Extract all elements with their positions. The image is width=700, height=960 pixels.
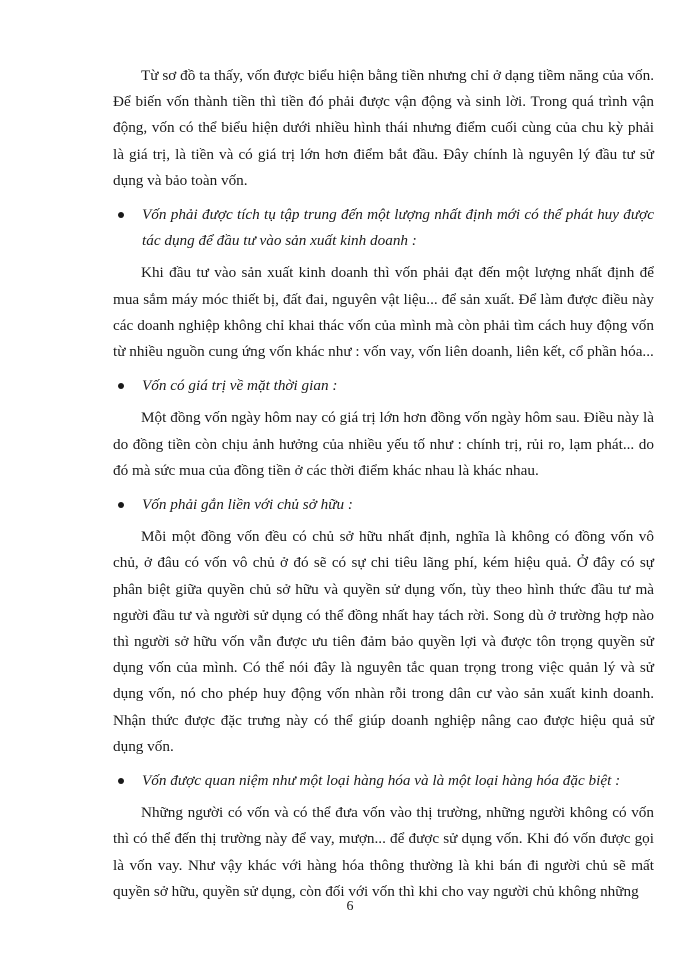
paragraph-3: Một đồng vốn ngày hôm nay có giá trị lớn hơn đồng vốn ngày hôm sau. Điều này là do đồng tiền còn chịu ảnh hưởng của nhiều yếu tố như : chính trị, rủi ro, lạm phát... do đó mà sức mua của đồng tiền ở các thời điểm khác nhau là khác nhau. <box>113 409 654 479</box>
bullet-item-3 <box>113 492 654 518</box>
bullet-dot-icon <box>118 502 124 508</box>
bullet-dot-icon <box>118 778 124 784</box>
paragraph-5: Những người có vốn và có thể đưa vốn vào thị trường, những người không có vốn thì có thể đến thị trường này để vay, mượn... để được sử dụng vốn. Khi đó vốn được gọi là vốn vay. Như vậy khác với hàng hóa thông thường là khi bán đi người chủ sẽ mất quyền sở hữu, quyền sử dụng, còn đối với vốn thì khi cho vay người chủ không những <box>113 804 654 900</box>
bullet-item-2 <box>113 373 654 399</box>
bullet-dot-icon <box>118 383 124 389</box>
bullet-item-1 <box>113 202 654 254</box>
page-number: 6 <box>346 899 354 914</box>
paragraph-4: Mỗi một đồng vốn đều có chủ sở hữu nhất định, nghĩa là không có đồng vốn vô chủ, ở đâu có vốn vô chủ ở đó sẽ có sự chi tiêu lãng phí, kém hiệu quả. Ở đây có sự phân biệt giữa quyền chủ sở hữu và quyền sử dụng vốn, tùy theo hình thức đầu tư mà người đầu tư và người sử dụng có thể đồng nhất hay tách rời. Song dù ở trường hợp nào thì người sở hữu vốn vẫn được ưu tiên đảm bảo quyền lợi và được tôn trọng quyền sử dụng vốn của mình. Có thể nói đây là nguyên tắc quan trọng trong việc quản lý và sử dụng vốn, nó cho phép huy động vốn nhàn rỗi trong dân cư vào sản xuất kinh doanh. Nhận thức được đặc trưng này có thể giúp doanh nghiệp nâng cao được hiệu quả sử dụng vốn. <box>113 528 654 755</box>
bullet-text-1: Vốn phải được tích tụ tập trung đến một lượng nhất định mới có thể phát huy được tác dụng để đầu tư vào sản xuất kinh doanh : <box>142 206 654 250</box>
bullet-text-2: Vốn có giá trị về mặt thời gian : <box>142 377 338 395</box>
bullet-item-4 <box>113 768 654 794</box>
paragraph-2: Khi đầu tư vào sản xuất kinh doanh thì vốn phải đạt đến một lượng nhất định để mua sắm máy móc thiết bị, đất đai, nguyên vật liệu... để sản xuất. Để làm được điều này các doanh nghiệp không chỉ khai thác vốn của mình mà còn phải tìm cách huy động vốn từ nhiều nguồn cung ứng vốn khác như : vốn vay, vốn liên doanh, liên kết, cổ phần hóa... <box>113 264 654 361</box>
bullet-text-3: Vốn phải gắn liền với chủ sở hữu : <box>142 496 353 514</box>
bullet-text-4: Vốn được quan niệm như một loại hàng hóa và là một loại hàng hóa đặc biệt : <box>142 772 621 790</box>
page-content <box>113 63 654 905</box>
paragraph-1: Từ sơ đồ ta thấy, vốn được biểu hiện bằng tiền nhưng chỉ ở dạng tiềm năng của vốn. Để biến vốn thành tiền thì tiền đó phải được vận động và sinh lời. Trong quá trình vận động, vốn có thể biểu hiện dưới nhiều hình thái nhưng điểm cuối cùng của chu kỳ phải là giá trị, là tiền và có giá trị lớn hơn điểm bắt đầu. Đây chính là nguyên lý đầu tư sử dụng và bảo toàn vốn. <box>113 67 654 189</box>
bullet-dot-icon <box>118 212 124 218</box>
